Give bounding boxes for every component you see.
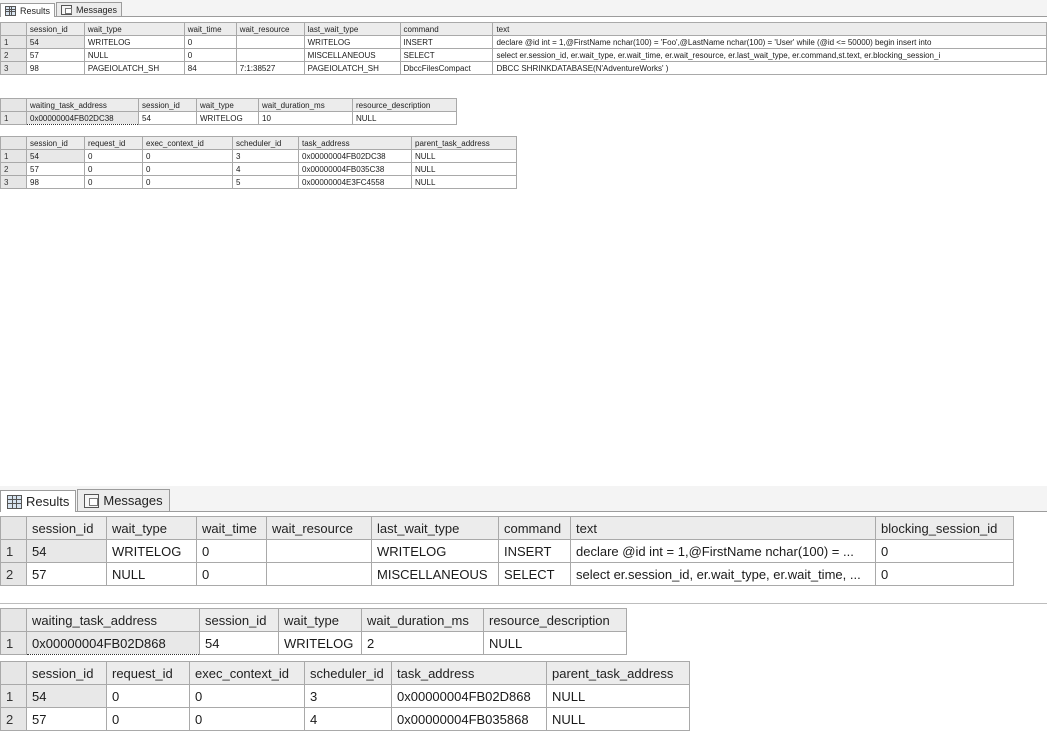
grid-icon	[7, 495, 22, 509]
column-header-last-wait-type[interactable]: last_wait_type	[372, 517, 499, 540]
top-grid-tasks-body	[1, 150, 517, 189]
row-number-cell[interactable]: 1	[1, 36, 27, 49]
top-tab-messages-label: Messages	[76, 4, 118, 15]
cell-command[interactable]: INSERT	[400, 36, 493, 49]
cell-last-wait-type[interactable]: MISCELLANEOUS	[304, 49, 400, 62]
column-header-request-id[interactable]: request_id	[85, 137, 143, 150]
row-number-cell[interactable]: 3	[1, 176, 27, 189]
cell-wait-type[interactable]: WRITELOG	[279, 632, 362, 655]
cell-parent-task-address[interactable]: NULL	[412, 150, 517, 163]
cell-session-id[interactable]: 57	[27, 708, 107, 731]
grid-corner-cell[interactable]	[1, 609, 27, 632]
column-header-request-id[interactable]: request_id	[107, 662, 190, 685]
grid-header-row	[1, 23, 1047, 36]
grid-corner-cell[interactable]	[1, 517, 27, 540]
top-results-panel	[0, 0, 1047, 210]
table-row[interactable]	[1, 540, 1014, 563]
cell-last-wait-type[interactable]: PAGEIOLATCH_SH	[304, 62, 400, 75]
column-header-session-id[interactable]: session_id	[27, 137, 85, 150]
cell-command[interactable]: INSERT	[499, 540, 571, 563]
top-tab-bar	[0, 0, 1047, 17]
grid-corner-cell[interactable]	[1, 662, 27, 685]
column-header-wait-resource[interactable]: wait_resource	[236, 23, 304, 36]
column-header-task-address[interactable]: task_address	[299, 137, 412, 150]
cell-parent-task-address[interactable]: NULL	[547, 685, 690, 708]
cell-wait-type[interactable]: WRITELOG	[84, 36, 184, 49]
bottom-grid-tasks	[0, 661, 690, 731]
top-tab-messages[interactable]	[56, 2, 122, 16]
column-header-parent-task-address[interactable]: parent_task_address	[412, 137, 517, 150]
bottom-grid-waiting-tasks-header	[1, 609, 627, 632]
top-grid-tasks	[0, 136, 517, 189]
cell-wait-resource[interactable]: 7:1:38527	[236, 62, 304, 75]
cell-text[interactable]: declare @id int = 1,@FirstName nchar(100) = ...	[571, 540, 876, 563]
cell-wait-resource[interactable]	[267, 540, 372, 563]
grid-header-row	[1, 137, 517, 150]
table-row[interactable]	[1, 163, 517, 176]
bottom-grid-requests	[0, 516, 1014, 586]
bottom-grid-waiting-tasks	[0, 608, 627, 655]
cell-exec-context-id[interactable]: 0	[190, 708, 305, 731]
column-header-session-id[interactable]: session_id	[139, 99, 197, 112]
grid-header-row	[1, 609, 627, 632]
column-header-wait-type[interactable]: wait_type	[279, 609, 362, 632]
cell-text[interactable]: select er.session_id, er.wait_type, er.wait_time, ...	[571, 563, 876, 586]
table-row[interactable]	[1, 150, 517, 163]
row-number-cell[interactable]: 1	[1, 540, 27, 563]
cell-waiting-task-address[interactable]: 0x00000004FB02D868	[27, 632, 200, 655]
table-row[interactable]	[1, 112, 457, 125]
cell-scheduler-id[interactable]: 4	[305, 708, 392, 731]
messages-icon	[61, 5, 72, 15]
bottom-grid-tasks-header	[1, 662, 690, 685]
column-header-wait-duration-ms[interactable]: wait_duration_ms	[259, 99, 353, 112]
cell-last-wait-type[interactable]: WRITELOG	[372, 540, 499, 563]
top-grid-requests	[0, 22, 1047, 75]
bottom-tab-results-label: Results	[26, 494, 70, 509]
cell-task-address[interactable]: 0x00000004FB035868	[392, 708, 547, 731]
cell-resource-description[interactable]: NULL	[353, 112, 457, 125]
table-row[interactable]	[1, 685, 690, 708]
column-header-resource-description[interactable]: resource_description	[484, 609, 627, 632]
column-header-wait-type[interactable]: wait_type	[107, 517, 197, 540]
bottom-tab-messages-label: Messages	[103, 493, 163, 508]
cell-session-id[interactable]: 54	[200, 632, 279, 655]
cell-wait-time[interactable]: 0	[197, 540, 267, 563]
grid-header-row	[1, 662, 690, 685]
cell-text[interactable]: declare @id int = 1,@FirstName nchar(100) = 'Foo',@LastName nchar(100) = 'User' while (@id <= 50000) begin insert into	[493, 36, 1047, 49]
cell-waiting-task-address[interactable]: 0x00000004FB02DC38	[27, 112, 139, 125]
cell-task-address[interactable]: 0x00000004FB035C38	[299, 163, 412, 176]
cell-wait-resource[interactable]	[267, 563, 372, 586]
cell-text[interactable]: DBCC SHRINKDATABASE(N'AdventureWorks' )	[493, 62, 1047, 75]
top-grid-waiting-tasks-header	[1, 99, 457, 112]
cell-last-wait-type[interactable]: WRITELOG	[304, 36, 400, 49]
bottom-grid-requests-header	[1, 517, 1014, 540]
cell-task-address[interactable]: 0x00000004FB02DC38	[299, 150, 412, 163]
cell-wait-type[interactable]: NULL	[84, 49, 184, 62]
row-number-cell[interactable]: 1	[1, 112, 27, 125]
bottom-grid-tasks-body	[1, 685, 690, 731]
cell-blocking-session-id[interactable]: 0	[876, 563, 1014, 586]
table-row[interactable]	[1, 36, 1047, 49]
table-row[interactable]	[1, 62, 1047, 75]
cell-scheduler-id[interactable]: 3	[305, 685, 392, 708]
table-row[interactable]	[1, 49, 1047, 62]
top-tab-results[interactable]	[0, 3, 55, 17]
cell-last-wait-type[interactable]: MISCELLANEOUS	[372, 563, 499, 586]
cell-parent-task-address[interactable]: NULL	[412, 176, 517, 189]
cell-text[interactable]: select er.session_id, er.wait_type, er.wait_time, er.wait_resource, er.last_wait_type, er.command,st.text, er.blocking_session_i	[493, 49, 1047, 62]
cell-session-id[interactable]: 57	[27, 563, 107, 586]
column-header-session-id[interactable]: session_id	[26, 23, 84, 36]
cell-resource-description[interactable]: NULL	[484, 632, 627, 655]
cell-exec-context-id[interactable]: 0	[143, 163, 233, 176]
row-number-cell[interactable]: 1	[1, 150, 27, 163]
top-grid-waiting-tasks	[0, 98, 457, 125]
row-number-cell[interactable]: 3	[1, 62, 27, 75]
row-number-cell[interactable]: 2	[1, 49, 27, 62]
column-header-wait-resource[interactable]: wait_resource	[267, 517, 372, 540]
grid-corner-cell[interactable]	[1, 23, 27, 36]
column-header-text[interactable]: text	[571, 517, 876, 540]
grid-corner-cell[interactable]	[1, 99, 27, 112]
column-header-wait-time[interactable]: wait_time	[184, 23, 236, 36]
cell-session-id[interactable]: 54	[27, 685, 107, 708]
row-number-cell[interactable]: 1	[1, 685, 27, 708]
bottom-results-panel	[0, 486, 1047, 743]
cell-exec-context-id[interactable]: 0	[143, 150, 233, 163]
cell-wait-type[interactable]: WRITELOG	[197, 112, 259, 125]
cell-parent-task-address[interactable]: NULL	[547, 708, 690, 731]
cell-request-id[interactable]: 0	[85, 163, 143, 176]
cell-wait-resource[interactable]	[236, 49, 304, 62]
table-row[interactable]	[1, 563, 1014, 586]
cell-request-id[interactable]: 0	[107, 708, 190, 731]
column-header-task-address[interactable]: task_address	[392, 662, 547, 685]
bottom-grid-requests-body	[1, 540, 1014, 586]
cell-wait-type[interactable]: PAGEIOLATCH_SH	[84, 62, 184, 75]
column-header-parent-task-address[interactable]: parent_task_address	[547, 662, 690, 685]
cell-wait-time[interactable]: 84	[184, 62, 236, 75]
top-grid-requests-body	[1, 36, 1047, 75]
row-number-cell[interactable]: 2	[1, 708, 27, 731]
column-header-session-id[interactable]: session_id	[27, 517, 107, 540]
cell-session-id[interactable]: 57	[27, 163, 85, 176]
column-header-command[interactable]: command	[400, 23, 493, 36]
cell-scheduler-id[interactable]: 5	[233, 176, 299, 189]
column-header-wait-type[interactable]: wait_type	[197, 99, 259, 112]
cell-request-id[interactable]: 0	[85, 150, 143, 163]
column-header-command[interactable]: command	[499, 517, 571, 540]
table-row[interactable]	[1, 176, 517, 189]
cell-command[interactable]: DbccFilesCompact	[400, 62, 493, 75]
table-row[interactable]	[1, 632, 627, 655]
column-header-waiting-task-address[interactable]: waiting_task_address	[27, 99, 139, 112]
row-number-cell[interactable]: 2	[1, 563, 27, 586]
column-header-session-id[interactable]: session_id	[200, 609, 279, 632]
cell-scheduler-id[interactable]: 3	[233, 150, 299, 163]
cell-session-id[interactable]: 98	[27, 176, 85, 189]
cell-wait-type[interactable]: NULL	[107, 563, 197, 586]
bottom-tab-messages[interactable]	[77, 489, 169, 511]
cell-wait-duration-ms[interactable]: 10	[259, 112, 353, 125]
row-number-cell[interactable]: 2	[1, 163, 27, 176]
messages-icon	[84, 494, 99, 508]
cell-scheduler-id[interactable]: 4	[233, 163, 299, 176]
top-grid-requests-header	[1, 23, 1047, 36]
cell-session-id[interactable]: 54	[27, 540, 107, 563]
cell-session-id[interactable]: 54	[139, 112, 197, 125]
cell-session-id[interactable]: 57	[26, 49, 84, 62]
cell-wait-time[interactable]: 0	[184, 49, 236, 62]
bottom-grid-waiting-tasks-body	[1, 632, 627, 655]
cell-session-id[interactable]: 54	[26, 36, 84, 49]
column-header-session-id[interactable]: session_id	[27, 662, 107, 685]
table-row[interactable]	[1, 708, 690, 731]
column-header-wait-time[interactable]: wait_time	[197, 517, 267, 540]
cell-exec-context-id[interactable]: 0	[190, 685, 305, 708]
cell-session-id[interactable]: 98	[26, 62, 84, 75]
column-header-exec-context-id[interactable]: exec_context_id	[143, 137, 233, 150]
cell-wait-duration-ms[interactable]: 2	[362, 632, 484, 655]
grid-header-row	[1, 517, 1014, 540]
column-header-waiting-task-address[interactable]: waiting_task_address	[27, 609, 200, 632]
cell-wait-time[interactable]: 0	[197, 563, 267, 586]
column-header-text[interactable]: text	[493, 23, 1047, 36]
column-header-scheduler-id[interactable]: scheduler_id	[233, 137, 299, 150]
column-header-wait-duration-ms[interactable]: wait_duration_ms	[362, 609, 484, 632]
column-header-exec-context-id[interactable]: exec_context_id	[190, 662, 305, 685]
top-tab-results-label: Results	[20, 5, 51, 16]
cell-task-address[interactable]: 0x00000004FB02D868	[392, 685, 547, 708]
cell-parent-task-address[interactable]: NULL	[412, 163, 517, 176]
column-header-scheduler-id[interactable]: scheduler_id	[305, 662, 392, 685]
column-header-wait-type[interactable]: wait_type	[84, 23, 184, 36]
grid-corner-cell[interactable]	[1, 137, 27, 150]
cell-wait-resource[interactable]	[236, 36, 304, 49]
bottom-tab-results[interactable]	[0, 490, 76, 512]
cell-command[interactable]: SELECT	[400, 49, 493, 62]
cell-session-id[interactable]: 54	[27, 150, 85, 163]
bottom-tab-bar	[0, 486, 1047, 512]
grid-icon	[5, 6, 16, 16]
cell-request-id[interactable]: 0	[85, 176, 143, 189]
cell-blocking-session-id[interactable]: 0	[876, 540, 1014, 563]
cell-task-address[interactable]: 0x00000004E3FC4558	[299, 176, 412, 189]
cell-exec-context-id[interactable]: 0	[143, 176, 233, 189]
top-grid-tasks-header	[1, 137, 517, 150]
cell-wait-type[interactable]: WRITELOG	[107, 540, 197, 563]
column-header-blocking-session-id[interactable]: blocking_session_id	[876, 517, 1014, 540]
column-header-last-wait-type[interactable]: last_wait_type	[304, 23, 400, 36]
column-header-resource-description[interactable]: resource_description	[353, 99, 457, 112]
cell-command[interactable]: SELECT	[499, 563, 571, 586]
top-grid-waiting-tasks-body	[1, 112, 457, 125]
cell-wait-time[interactable]: 0	[184, 36, 236, 49]
row-number-cell[interactable]: 1	[1, 632, 27, 655]
cell-request-id[interactable]: 0	[107, 685, 190, 708]
grid-header-row	[1, 99, 457, 112]
